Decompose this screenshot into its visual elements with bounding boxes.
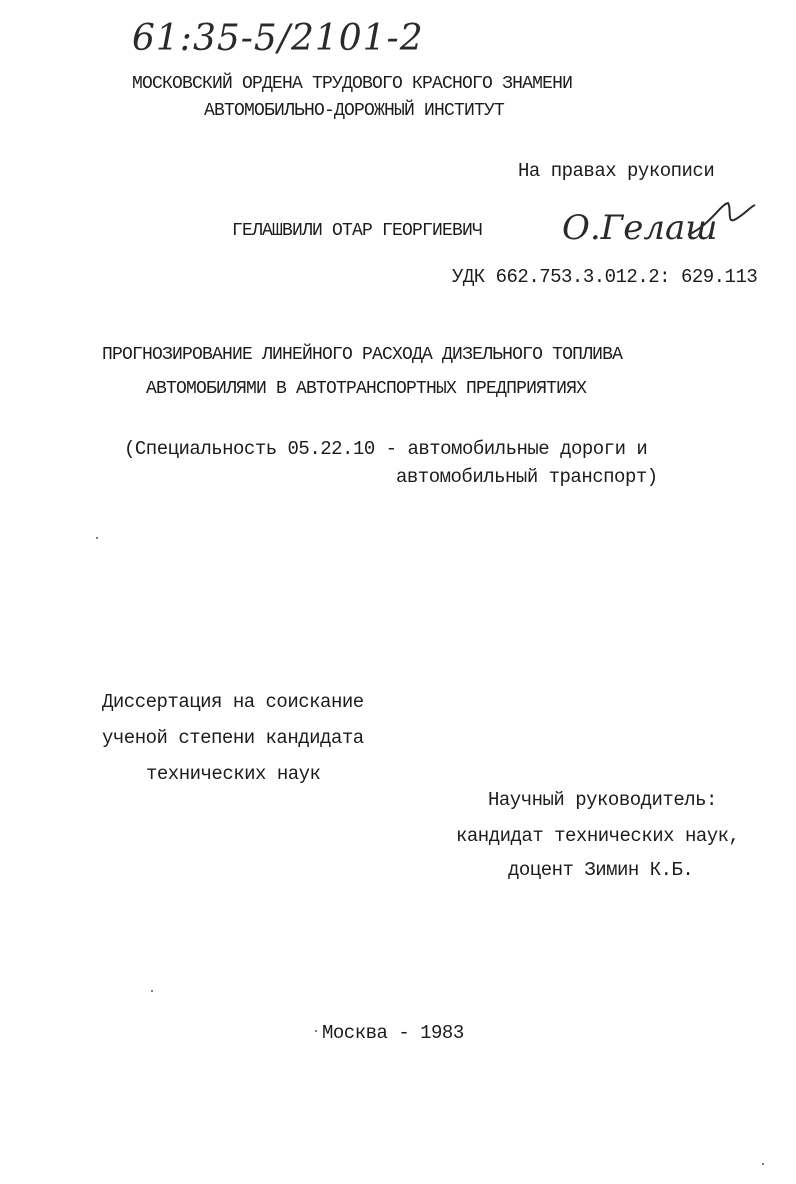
dissertation-line-2: ученой степени кандидата bbox=[102, 727, 364, 749]
title-line-2: АВТОМОБИЛЯМИ В АВТОТРАНСПОРТНЫХ ПРЕДПРИЯТИЯХ bbox=[146, 379, 587, 399]
author-signature bbox=[560, 195, 760, 255]
institute-line-1: МОСКОВСКИЙ ОРДЕНА ТРУДОВОГО КРАСНОГО ЗНАМЕНИ bbox=[132, 74, 573, 94]
city-year: Москва - 1983 bbox=[322, 1022, 464, 1044]
scan-speck bbox=[762, 1163, 764, 1165]
specialty-line-1: (Специальность 05.22.10 - автомобильные дороги и bbox=[124, 438, 648, 460]
udc-code: УДК 662.753.3.012.2: 629.113 bbox=[452, 266, 758, 288]
signature-text: О.Гелаш bbox=[562, 208, 718, 248]
scan-speck bbox=[315, 1030, 317, 1032]
supervisor-line-2: кандидат технических наук, bbox=[456, 825, 740, 847]
rights-note: На правах рукописи bbox=[518, 160, 715, 182]
dissertation-line-1: Диссертация на соискание bbox=[102, 691, 364, 713]
institute-line-2: АВТОМОБИЛЬНО-ДОРОЖНЫЙ ИНСТИТУТ bbox=[204, 101, 505, 121]
archive-number-handwritten: 61:35-5/2101-2 bbox=[132, 18, 424, 59]
specialty-line-2: автомобильный транспорт) bbox=[396, 466, 658, 488]
scan-speck bbox=[151, 990, 153, 992]
title-line-1: ПРОГНОЗИРОВАНИЕ ЛИНЕЙНОГО РАСХОДА ДИЗЕЛЬНОГО ТОПЛИВА bbox=[102, 345, 623, 365]
author-name: ГЕЛАШВИЛИ ОТАР ГЕОРГИЕВИЧ bbox=[232, 221, 483, 241]
supervisor-line-1: Научный руководитель: bbox=[488, 789, 717, 811]
scan-speck bbox=[96, 537, 98, 539]
supervisor-line-3: доцент Зимин К.Б. bbox=[508, 859, 694, 881]
dissertation-line-3: технических наук bbox=[146, 763, 321, 785]
